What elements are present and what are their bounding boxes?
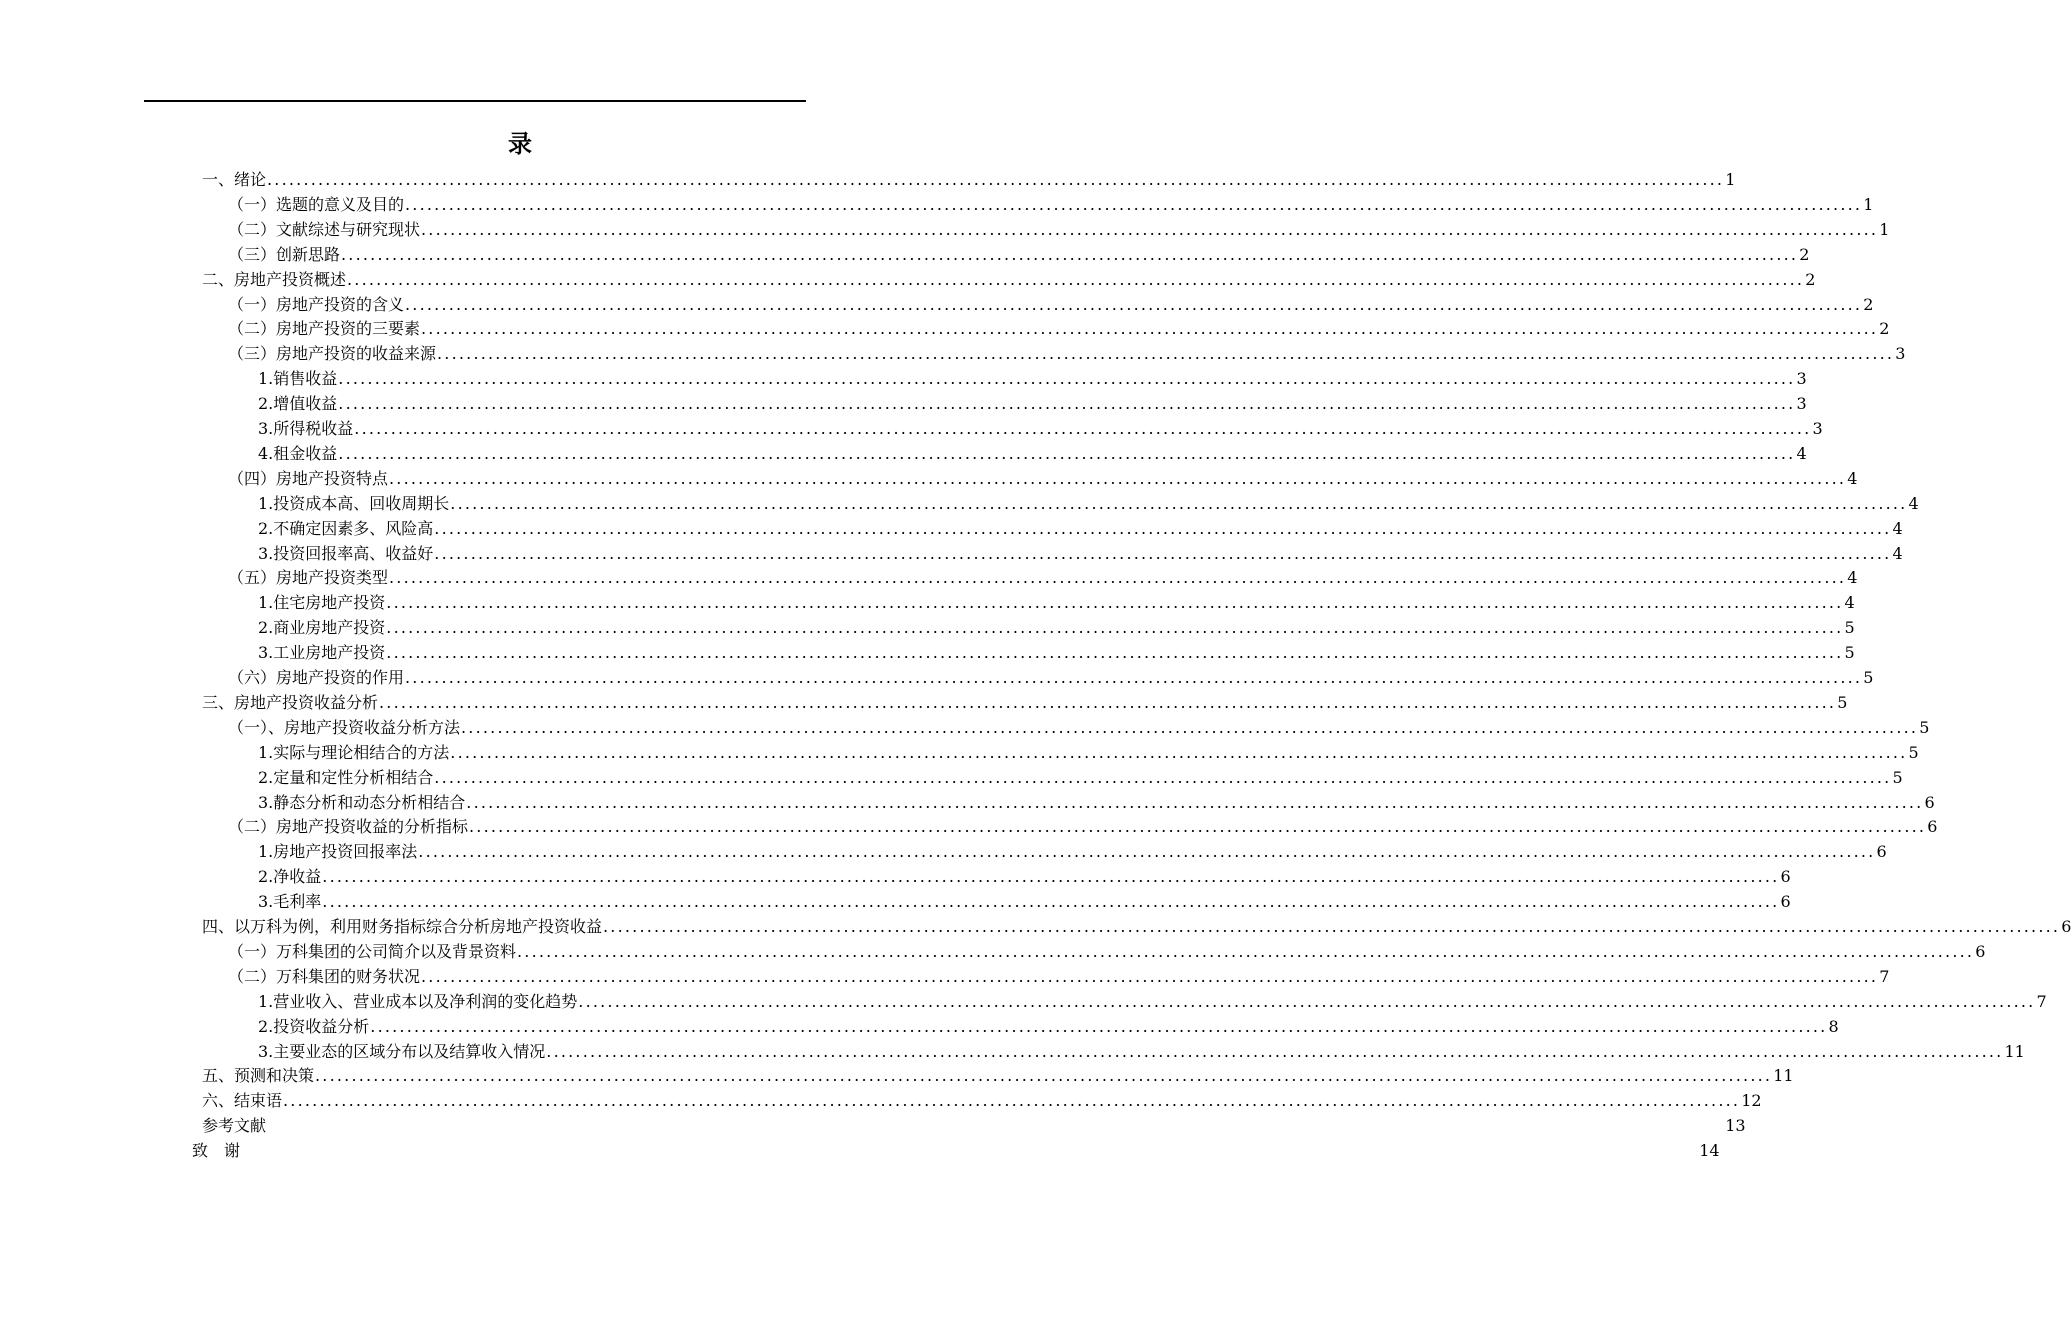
toc-entry-label: 五、预测和决策	[202, 1066, 315, 1086]
toc-leader-dots: ........................................................................................................................................................................................................	[469, 817, 1927, 837]
toc-leader-dots: ........................................................................................................................................................................................................	[386, 593, 1844, 613]
toc-entry-label: （二）房地产投资的三要素	[228, 319, 421, 339]
toc-entry[interactable]	[258, 840, 1887, 864]
toc-entry-page: 5	[1908, 742, 1919, 762]
toc-entry[interactable]	[228, 317, 1890, 341]
toc-entry-page: 2	[1863, 294, 1874, 314]
toc-entry-label: 2.净收益	[258, 867, 322, 887]
toc-leader-dots: ........................................................................................................................................................................................................	[434, 543, 1892, 563]
toc-entry[interactable]	[202, 1064, 1794, 1088]
toc-entry[interactable]	[192, 1139, 1720, 1163]
toc-entry-page: 4	[1844, 593, 1855, 613]
toc-leader-dots: ........................................................................................................................................................................................................	[283, 1091, 1741, 1111]
toc-entry-label: 3.主要业态的区域分布以及结算收入情况	[258, 1041, 546, 1061]
toc-leader-dots: ........................................................................................................................................................................................................	[450, 493, 1908, 513]
toc-entry-label: 3.毛利率	[258, 892, 322, 912]
toc-entry-page: 5	[1844, 643, 1855, 663]
toc-entry-label: 1.房地产投资回报率法	[258, 842, 418, 862]
toc-entry[interactable]	[258, 741, 1919, 765]
toc-entry-page: 7	[1879, 966, 1890, 986]
toc-leader-dots: ........................................................................................................................................................................................................	[603, 917, 2061, 936]
toc-entry-label: 六、结束语	[202, 1091, 283, 1111]
toc-entry-page: 1	[1863, 194, 1874, 214]
toc-entry-label: （四）房地产投资特点	[228, 468, 389, 488]
toc-entry[interactable]	[258, 641, 1855, 665]
toc-entry-page: 5	[1863, 668, 1874, 687]
toc-leader-dots: ........................................................................................................................................................................................................	[315, 1066, 1773, 1086]
toc-leader-dots: ........................................................................................................................................................................................................	[386, 643, 1844, 663]
toc-entry[interactable]	[258, 791, 1935, 815]
toc-entry-label: 1.住宅房地产投资	[258, 593, 386, 613]
toc-entry-label: 3.工业房地产投资	[258, 643, 386, 663]
toc-entry[interactable]	[258, 766, 1903, 790]
toc-entry[interactable]	[228, 666, 1874, 690]
toc-leader-dots: ........................................................................................................................................................................................................	[421, 319, 1879, 339]
toc-entry[interactable]	[228, 716, 1930, 740]
toc-entry-label: 2.增值收益	[258, 394, 338, 414]
toc-leader-dots: ........................................................................................................................................................................................................	[578, 991, 2036, 1011]
toc-entry[interactable]	[228, 965, 1890, 989]
toc-leader-dots: ........................................................................................................................................................................................................	[405, 668, 1863, 687]
toc-entry[interactable]	[258, 591, 1855, 615]
toc-entry-page: 6	[1780, 867, 1791, 887]
toc-entry-page: 11	[2004, 1041, 2025, 1061]
toc-leader-dots: ........................................................................................................................................................................................................	[517, 941, 1975, 961]
toc-entry[interactable]	[202, 268, 1816, 292]
toc-entry-label: 2.定量和定性分析相结合	[258, 767, 434, 787]
toc-entry[interactable]	[202, 691, 1848, 715]
toc-entry[interactable]	[258, 492, 1919, 516]
toc-entry-page: 6	[1876, 842, 1887, 862]
toc-leader-dots: ........................................................................................................................................................................................................	[466, 792, 1924, 812]
toc-entry-page: 6	[1924, 792, 1935, 812]
toc-leader-dots: ........................................................................................................................................................................................................	[267, 170, 1725, 189]
toc-entry-label: （二）文献综述与研究现状	[228, 219, 421, 239]
toc-entry-label: （二）万科集团的财务状况	[228, 966, 421, 986]
toc-entry[interactable]	[228, 940, 1986, 964]
toc-entry-label: （一）万科集团的公司简介以及背景资料	[228, 941, 517, 961]
toc-leader-dots: ........................................................................................................................................................................................................	[389, 568, 1847, 588]
toc-entry-page: 12	[1741, 1091, 1762, 1111]
toc-entry-label: 2.投资收益分析	[258, 1016, 370, 1036]
toc-entry-label: 1.销售收益	[258, 369, 338, 389]
toc-entry-label: 3.静态分析和动态分析相结合	[258, 792, 466, 812]
toc-entry[interactable]	[258, 990, 2047, 1014]
toc-leader-dots: ........................................................................................................................................................................................................	[461, 717, 1919, 737]
toc-entry[interactable]	[228, 342, 1906, 366]
toc-entry-label: （一）房地产投资的含义	[228, 294, 405, 314]
toc-leader-dots: ........................................................................................................................................................................................................	[354, 419, 1812, 438]
toc-entry[interactable]	[258, 890, 1791, 914]
toc-entry[interactable]	[228, 293, 1874, 317]
toc-entry[interactable]	[202, 915, 2071, 939]
toc-leader-dots: ........................................................................................................................................................................................................	[434, 518, 1892, 538]
toc-entry-label: 1.投资成本高、回收周期长	[258, 493, 450, 513]
toc-entry[interactable]	[228, 218, 1890, 242]
toc-leader-dots: ........................................................................................................................................................................................................	[341, 244, 1799, 264]
toc-entry-page: 4	[1892, 518, 1903, 538]
toc-leader-dots: ........................................................................................................................................................................................................	[379, 692, 1837, 712]
toc-entry-page: 6	[1975, 941, 1986, 961]
toc-entry[interactable]	[258, 392, 1807, 416]
toc-entry-page: 11	[1773, 1066, 1794, 1086]
toc-entry-label: （二）房地产投资收益的分析指标	[228, 817, 469, 837]
toc-entry-page: 2	[1805, 269, 1816, 289]
toc-leader-dots: ........................................................................................................................................................................................................	[418, 842, 1876, 862]
page-title: 录	[508, 130, 532, 158]
toc-entry[interactable]	[258, 517, 1903, 541]
toc-entry[interactable]	[228, 243, 1810, 267]
toc-entry-label: 4.租金收益	[258, 443, 338, 463]
toc-leader-dots: ........................................................................................................................................................................................................	[338, 443, 1796, 463]
toc-entry[interactable]	[258, 367, 1807, 391]
toc-entry-page: 14	[1699, 1141, 1720, 1161]
toc-entry[interactable]	[202, 1114, 1746, 1138]
toc-entry-label: 3.投资回报率高、收益好	[258, 543, 434, 563]
toc-entry-label: 致 谢	[192, 1141, 241, 1161]
toc-entry-page: 4	[1847, 468, 1858, 488]
toc-leader-dots: ........................................................................................................................................................................................................	[386, 618, 1844, 638]
toc-leader-dots: ........................................................................................................................................................................................................	[421, 966, 1879, 986]
toc-entry-label: 参考文献	[202, 1116, 267, 1136]
toc-entry-page: 1	[1725, 170, 1736, 189]
toc-entry-page: 8	[1828, 1016, 1839, 1036]
toc-entry-page: 2	[1879, 319, 1890, 339]
toc-entry-page: 7	[2036, 991, 2047, 1011]
toc-entry-label: 3.所得税收益	[258, 419, 354, 438]
toc-entry-page: 2	[1799, 244, 1810, 264]
toc-entry-label: 1.营业收入、营业成本以及净利润的变化趋势	[258, 991, 578, 1011]
toc-entry-label: （六）房地产投资的作用	[228, 668, 405, 687]
toc-leader-dots: ........................................................................................................................................................................................................	[338, 394, 1796, 414]
toc-entry-page: 6	[1927, 817, 1938, 837]
toc-entry[interactable]	[258, 542, 1903, 566]
toc-entry[interactable]	[258, 442, 1807, 466]
toc-entry-page: 4	[1847, 568, 1858, 588]
toc-entry-label: 二、房地产投资概述	[202, 269, 347, 289]
toc-leader-dots: ........................................................................................................................................................................................................	[405, 194, 1863, 214]
toc-entry-page: 6	[1780, 892, 1791, 912]
toc-entry[interactable]	[258, 417, 1823, 441]
toc-entry[interactable]	[258, 865, 1791, 889]
toc-leader-dots: ........................................................................................................................................................................................................	[338, 369, 1796, 389]
toc-entry-label: （三）房地产投资的收益来源	[228, 344, 437, 364]
toc-entry[interactable]	[228, 815, 1938, 839]
toc-entry[interactable]	[258, 1015, 1839, 1039]
toc-entry-label: 2.不确定因素多、风险高	[258, 518, 434, 538]
toc-leader-dots: ........................................................................................................................................................................................................	[370, 1016, 1828, 1036]
toc-leader-dots: ........................................................................................................................................................................................................	[322, 867, 1780, 887]
toc-entry-label: 四、以万科为例，利用财务指标综合分析房地产投资收益	[202, 917, 603, 936]
toc-entry-page: 6	[2061, 917, 2071, 936]
toc-entry-page: 3	[1796, 394, 1807, 414]
toc-leader-dots: ........................................................................................................................................................................................................	[389, 468, 1847, 488]
toc-leader-dots: ........................................................................................................................................................................................................	[450, 742, 1908, 762]
toc-entry-page: 5	[1837, 692, 1848, 712]
toc-entry-page: 4	[1892, 543, 1903, 563]
toc-entry-page: 5	[1892, 767, 1903, 787]
toc-leader-dots: ........................................................................................................................................................................................................	[421, 219, 1879, 239]
toc-entry[interactable]	[202, 1089, 1762, 1113]
toc-leader-dots: ........................................................................................................................................................................................................	[437, 344, 1895, 364]
toc-leader-dots: ........................................................................................................................................................................................................	[546, 1041, 2004, 1061]
header-rule	[144, 100, 806, 102]
toc-leader-dots: ........................................................................................................................................................................................................	[347, 269, 1805, 289]
toc-entry-label: 三、房地产投资收益分析	[202, 692, 379, 712]
toc-entry-page: 5	[1844, 618, 1855, 638]
toc-entry[interactable]	[202, 168, 1736, 192]
toc-leader-dots: ........................................................................................................................................................................................................	[434, 767, 1892, 787]
toc-entry-page: 3	[1895, 344, 1906, 364]
toc-entry-page: 5	[1919, 717, 1930, 737]
toc-entry[interactable]	[228, 467, 1858, 491]
toc-leader-dots: ........................................................................................................................................................................................................	[322, 892, 1780, 912]
toc-entry[interactable]	[228, 566, 1858, 590]
toc-entry-label: 1.实际与理论相结合的方法	[258, 742, 450, 762]
toc-entry-page: 4	[1908, 493, 1919, 513]
toc-entry-label: （五）房地产投资类型	[228, 568, 389, 588]
toc-entry-page: 3	[1812, 419, 1823, 438]
toc-entry-page: 1	[1879, 219, 1890, 239]
toc-leader-dots: ........................................................................................................................................................................................................	[405, 294, 1863, 314]
toc-entry-label: （一）、房地产投资收益分析方法	[228, 717, 461, 737]
toc-entry-label: （三）创新思路	[228, 244, 341, 264]
toc-entry[interactable]	[258, 616, 1855, 640]
toc-entry-label: 一、绪论	[202, 170, 267, 189]
toc-entry-page: 4	[1796, 443, 1807, 463]
toc-entry-label: 2.商业房地产投资	[258, 618, 386, 638]
toc-entry[interactable]	[228, 193, 1874, 217]
toc-entry[interactable]	[258, 1040, 2025, 1064]
toc-entry-page: 3	[1796, 369, 1807, 389]
toc-entry-label: （一）选题的意义及目的	[228, 194, 405, 214]
toc-entry-page: 13	[1725, 1116, 1746, 1136]
